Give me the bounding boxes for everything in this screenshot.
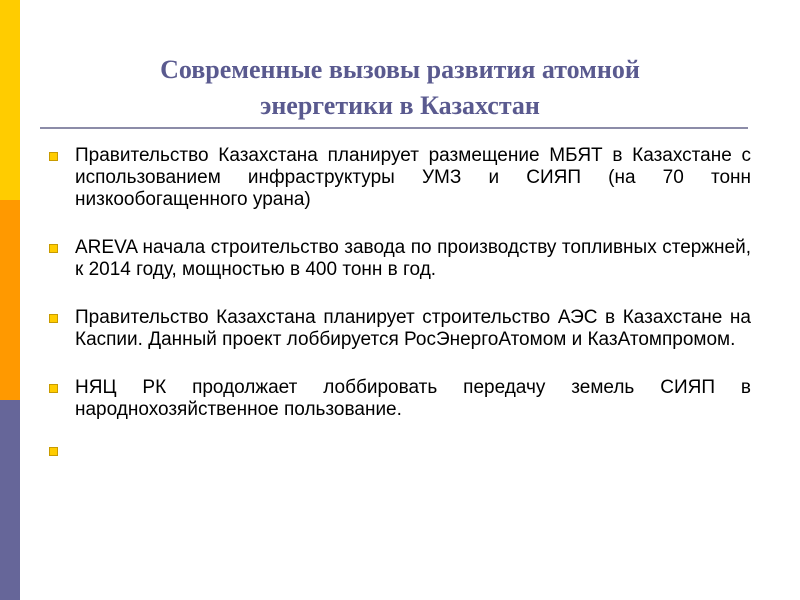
side-bar-purple [0, 400, 20, 600]
side-bar-yellow [0, 0, 20, 200]
slide-title [60, 52, 740, 124]
bullet-text: AREVA начала строительство завода по производству топливных стержней, к 2014 году, мощностью в 400 тонн в год. [75, 237, 751, 280]
bullet-text: Правительство Казахстана планирует строительство АЭС в Казахстане на Каспии. Данный проект лоббируется РосЭнергоАтомом и КазАтомпромом. [75, 307, 751, 350]
square-bullet-icon [49, 152, 58, 161]
slide-title-line-2: энергетики в Казахстан [260, 91, 540, 120]
bullet-text: НЯЦ РК продолжает лоббировать передачу земель СИЯП в народнохозяйственное пользование. [75, 377, 751, 420]
bullet-item [45, 307, 751, 351]
bullet-item [45, 145, 751, 211]
square-bullet-icon [49, 447, 58, 456]
side-bar-orange [0, 200, 20, 400]
bullet-item-empty [45, 447, 751, 469]
square-bullet-icon [49, 384, 58, 393]
square-bullet-icon [49, 314, 58, 323]
bullet-list [45, 145, 751, 469]
bullet-text: Правительство Казахстана планирует размещение МБЯТ в Казахстане с использованием инфраструктуры УМЗ и СИЯП (на 70 тонн низкообогащенного урана) [75, 145, 751, 210]
square-bullet-icon [49, 244, 58, 253]
slide-title-line-1: Современные вызовы развития атомной [160, 55, 640, 84]
title-divider [40, 127, 748, 129]
bullet-item [45, 377, 751, 421]
bullet-item [45, 237, 751, 281]
